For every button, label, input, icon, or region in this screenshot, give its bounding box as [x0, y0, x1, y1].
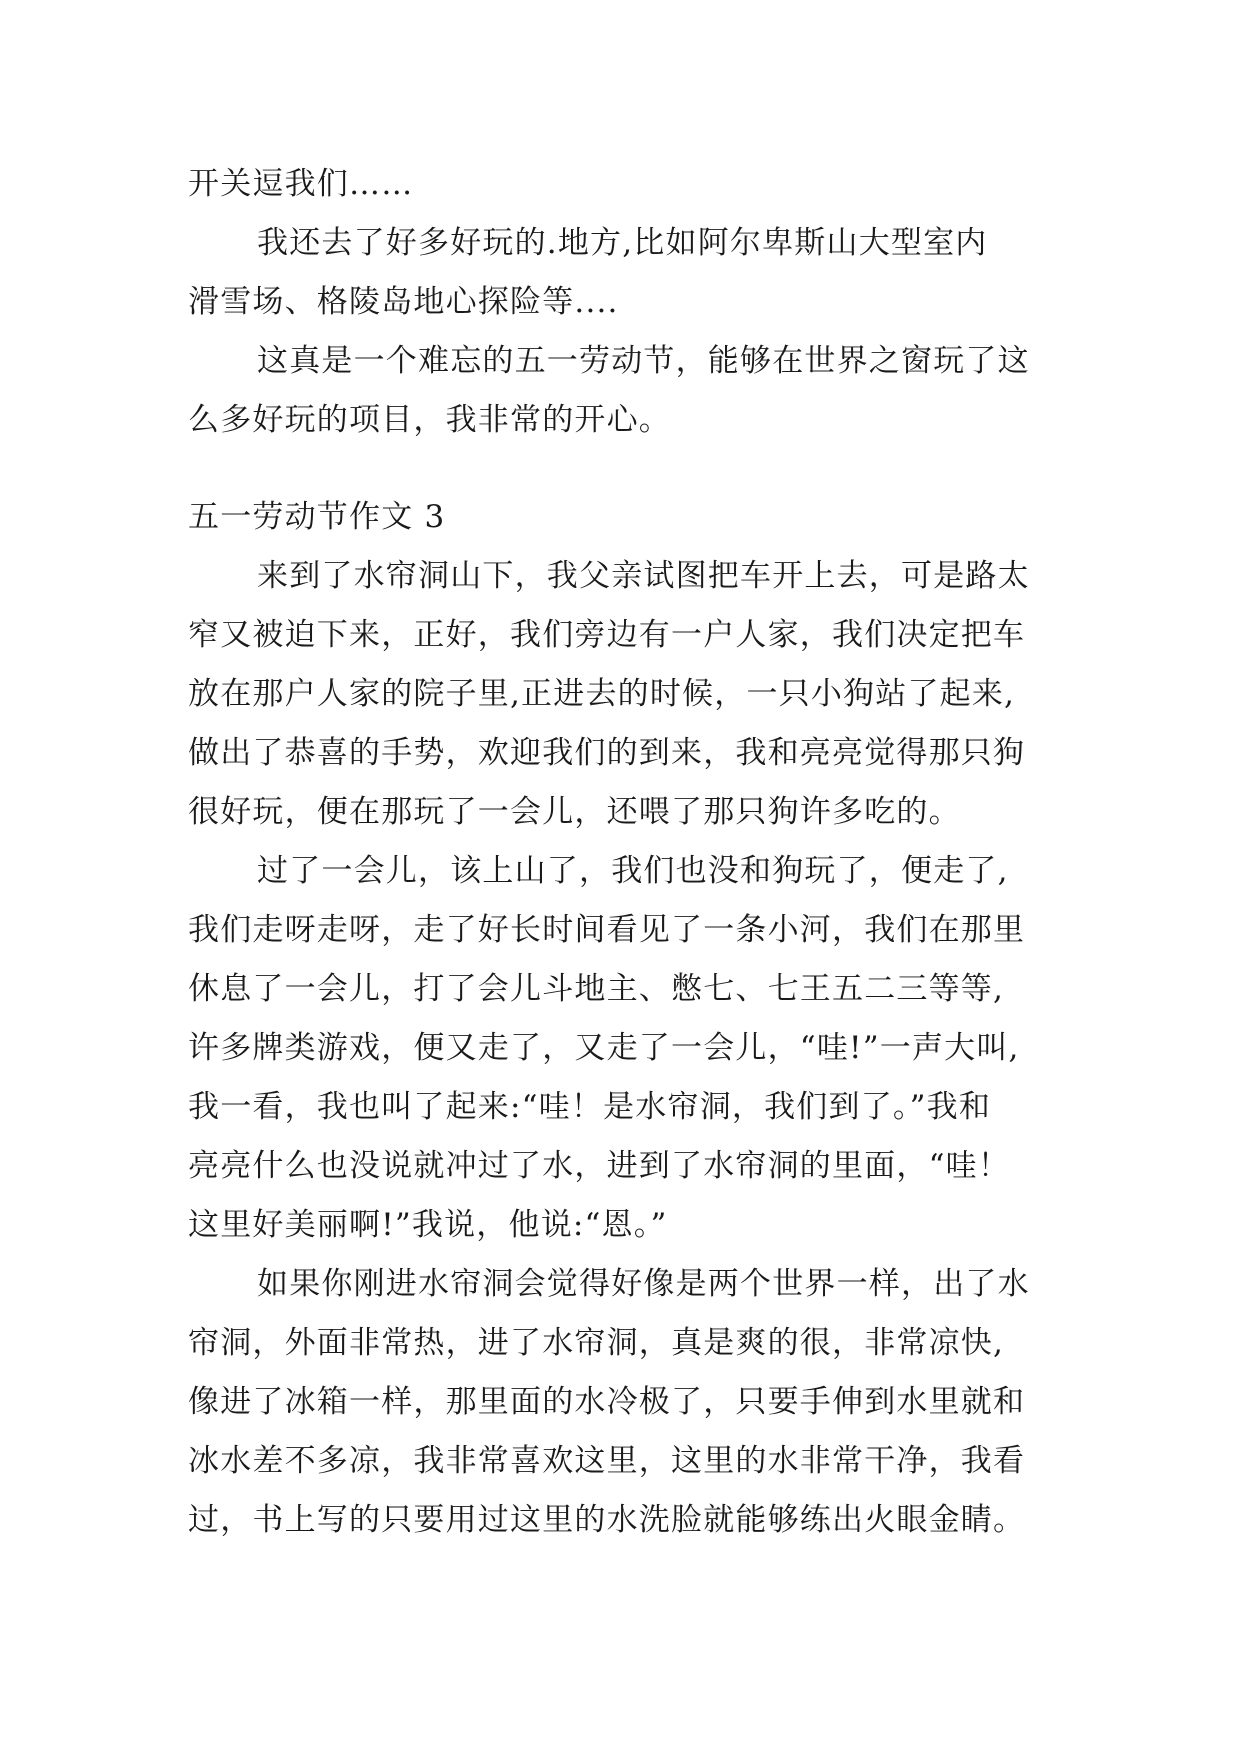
text-line: 滑雪场、格陵岛地心探险等.... — [188, 284, 619, 320]
text-line: 许多牌类游戏，便又走了，又走了一会儿，“哇!”一声大叫, — [188, 1030, 1020, 1066]
text-line: 开关逗我们…… — [188, 166, 414, 202]
text-line: 过，书上写的只要用过这里的水洗脸就能够练出火眼金睛。 — [188, 1502, 1026, 1538]
text-line: 我一看，我也叫了起来:“哇！是水帘洞，我们到了。”我和 — [188, 1089, 992, 1125]
paragraph-start-line: 来到了水帘洞山下，我父亲试图把车开上去，可是路太 — [257, 558, 1030, 594]
text-line: 放在那户人家的院子里,正进去的时候，一只小狗站了起来, — [188, 676, 1016, 712]
text-line: 我们走呀走呀，走了好长时间看见了一条小河，我们在那里 — [188, 912, 1026, 948]
text-line: 这里好美丽啊!”我说，他说:“恩。” — [188, 1207, 668, 1243]
paragraph-start-line: 过了一会儿，该上山了，我们也没和狗玩了，便走了, — [257, 853, 1009, 889]
text-line: 窄又被迫下来，正好，我们旁边有一户人家，我们决定把车 — [188, 617, 1026, 653]
paragraph-start-line: 我还去了好多好玩的.地方,比如阿尔卑斯山大型室内 — [257, 225, 988, 261]
text-line: 很好玩，便在那玩了一会儿，还喂了那只狗许多吃的。 — [188, 794, 961, 830]
text-line: 么多好玩的项目，我非常的开心。 — [188, 402, 671, 438]
section-heading: 五一劳动节作文 3 — [188, 499, 446, 535]
paragraph-start-line: 如果你刚进水帘洞会觉得好像是两个世界一样，出了水 — [257, 1266, 1030, 1302]
text-line: 做出了恭喜的手势，欢迎我们的到来，我和亮亮觉得那只狗 — [188, 735, 1026, 771]
paragraph-start-line: 这真是一个难忘的五一劳动节，能够在世界之窗玩了这 — [257, 343, 1030, 379]
text-line: 休息了一会儿，打了会儿斗地主、憋七、七王五二三等等, — [188, 971, 1005, 1007]
text-line: 亮亮什么也没说就冲过了水，进到了水帘洞的里面，“哇！ — [188, 1148, 1011, 1184]
text-line: 帘洞，外面非常热，进了水帘洞，真是爽的很，非常凉快, — [188, 1325, 1005, 1361]
text-line: 冰水差不多凉，我非常喜欢这里，这里的水非常干净，我看 — [188, 1443, 1026, 1479]
text-line: 像进了冰箱一样，那里面的水冷极了，只要手伸到水里就和 — [188, 1384, 1026, 1420]
